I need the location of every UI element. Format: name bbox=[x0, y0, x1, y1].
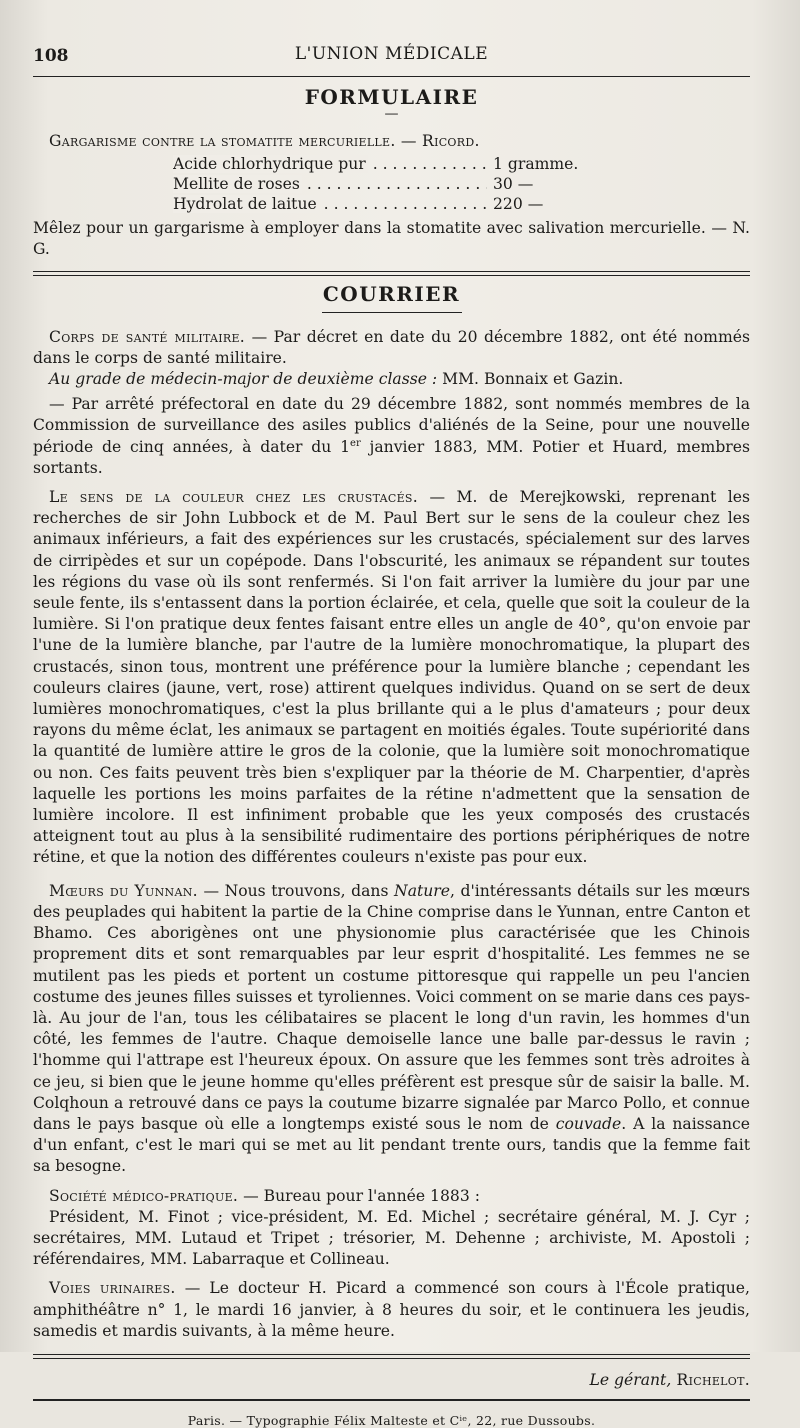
closing-double-rule bbox=[33, 1354, 750, 1359]
item-lead: Le sens de la couleur chez les crustacés. bbox=[49, 488, 418, 507]
item-text: . A la naissance d'un enfant, c'est le mari qui se met au lit pendant trente ours, tandis que la femme fait sa besogne. bbox=[33, 1114, 750, 1176]
courrier-underline bbox=[322, 312, 462, 313]
journal-title: L'UNION MÉDICALE bbox=[294, 44, 489, 64]
item-text: janvier 1883, MM. Potier et Huard, membres sortants. bbox=[33, 437, 750, 477]
ingredient-name: Hydrolat de laitue bbox=[173, 195, 317, 214]
item-italic: couvade bbox=[555, 1114, 622, 1133]
ingredient-row bbox=[173, 194, 603, 214]
recipe-instructions: Mêlez pour un gargarisme à employer dans la stomatite avec salivation mercurielle. — N. G. bbox=[33, 219, 750, 259]
signature-name: Richelot. bbox=[671, 1370, 750, 1389]
ingredient-qty: 30 — bbox=[493, 175, 534, 194]
item-grade bbox=[33, 369, 750, 390]
ingredient-row bbox=[173, 174, 603, 194]
formulaire-dash: — bbox=[384, 106, 399, 122]
item-text: — Le docteur H. Picard a commencé son cours à l'École pratique, amphithéâtre n° 1, le mardi 16 janvier, à 8 heures du soir, et le continuera les jeudis, samedis et mardis suivants, à la même heure. bbox=[33, 1279, 750, 1340]
item-text: — Nous trouvons, dans bbox=[197, 881, 395, 900]
recipe-title bbox=[33, 131, 750, 152]
imprint: Paris. — Typographie Félix Malteste et Cⁱᵉ, 22, rue Dussoubs. bbox=[187, 1412, 596, 1428]
formulaire-title: FORMULAIRE bbox=[304, 85, 479, 109]
recipe-name: Gargarisme contre la stomatite mercurielle. bbox=[49, 132, 396, 150]
item-text: MM. Bonnaix et Gazin. bbox=[437, 370, 624, 389]
item-sup: er bbox=[350, 437, 361, 449]
running-header bbox=[33, 40, 750, 70]
item-lead: Société médico-pratique. bbox=[49, 1186, 239, 1205]
item-voies-urinaires bbox=[33, 1278, 750, 1342]
ingredient-qty: 1 gramme. bbox=[493, 155, 579, 174]
ingredient-name: Mellite de roses bbox=[173, 175, 300, 194]
ingredient-list bbox=[173, 154, 603, 214]
courrier-title: COURRIER bbox=[322, 281, 461, 306]
item-text: — Par arrêté préfectoral en date du 29 décembre 1882, sont nommés membres de la Commission de surveillance des asiles publics d'aliénés de la Seine, pour une nouvelle période de cinq années, à dater du 1 bbox=[33, 395, 750, 456]
item-lead-italic: Au grade de médecin-major de deuxième classe : bbox=[49, 370, 438, 389]
section-double-rule bbox=[33, 271, 750, 276]
ingredient-qty: 220 — bbox=[493, 195, 544, 214]
ingredient-name: Acide chlorhydrique pur bbox=[173, 155, 366, 174]
item-lead: Voies urinaires. bbox=[49, 1279, 176, 1298]
signature bbox=[33, 1371, 750, 1389]
item-moeurs-yunnan bbox=[33, 881, 750, 1178]
item-sens-couleur bbox=[33, 487, 750, 869]
ingredient-row bbox=[173, 154, 603, 174]
item-lead: Corps de santé militaire. bbox=[49, 327, 246, 346]
item-text: , d'intéressants détails sur les mœurs des peuplades qui habitent la partie de la Chine comprise dans le Yunnan, entre Canton et Bhamo. Ces aborigènes ont une physionomie plus caractérisée que les Chinois proprement dits et sont remarquables par leur esprit d'hospitalité. Les femmes ne se mutilent pas les pieds et portent un costume pittoresque qui rappelle un peu l'ancien costume des jeunes filles suisses et tyroliennes. Voici comment on se marie dans ces pays-là. Au jour de l'an, tous les célibataires se placent le long d'un ravin, les hommes d'un côté, les femmes de l'autre. Chaque demoiselle lance une balle par-dessus le ravin ; l'homme qui l'attrape est l'heureux époux. On assure que les femmes sont très adroites à ce jeu, si bien que le jeune homme qu'elles préfèrent est presque sûr de saisir la balle. M. Colqhoun a retrouvé dans ce pays la coutume bizarre signalée par Marco Pollo, et connue dans le pays basque où elle a longtemps existé sous le nom de bbox=[33, 881, 750, 1133]
item-lead: Mœurs du Yunnan. bbox=[49, 881, 198, 900]
item-arrete bbox=[33, 394, 750, 479]
page-number: 108 bbox=[33, 46, 69, 66]
item-societe-body: Président, M. Finot ; vice-président, M. Ed. Michel ; secrétaire général, M. J. Cyr ; secrétaires, MM. Lutaud et Tripet ; trésorier, M. Dehenne ; archiviste, M. Apostoli ; référendaires, MM. Labarraque et Collineau. bbox=[33, 1207, 750, 1269]
item-corps-sante bbox=[33, 327, 750, 369]
item-text: — M. de Merejkowski, reprenant les recherches de sir John Lubbock et de M. Paul Bert sur le sens de la couleur chez les animaux inférieurs, a fait des expériences sur les crustacés, spécialement sur des larves de cirripèdes et sur un copépode. Dans l'obscurité, les animaux se répandent sur toutes les régions du vase où ils sont renfermés. Si l'on fait arriver la lumière du jour par une seule fente, ils s'entassent dans la portion éclairée, et cela, quelle que soit la couleur de la lumière. Si l'on pratique deux fentes faisant entre elles un angle de 40°, qu'on envoie par l'une de la lumière blanche, par l'autre de la lumière monochromatique, la plupart des crustacés, sinon tous, montrent une préférence pour la lumière blanche ; cependant les couleurs claires (jaune, vert, rose) attirent quelques individus. Quand on se sert de deux lumières monochromatiques, c'est la plus brillante qui a le plus d'amateurs ; pour deux rayons du même éclat, les animaux se partagent en moitiés égales. Toute supériorité dans la quantité de lumière attire le gros de la colonie, que la lumière soit monochromatique ou non. Ces faits peuvent très bien s'expliquer par la théorie de M. Charpentier, d'après laquelle les portions les moins parfaites de la rétine n'admettent que la sensation de lumière incolore. Il est infiniment probable que les yeux composés des crustacés atteignent tout au plus à la sensibilité rudimentaire des portions périphériques de notre rétine, et que la notion des différentes couleurs n'existe pas pour eux. bbox=[33, 488, 750, 867]
item-italic: Nature bbox=[394, 881, 450, 900]
item-societe-head bbox=[33, 1186, 750, 1207]
item-text: — Par décret en date du 20 décembre 1882, ont été nommés dans le corps de santé militaire. bbox=[33, 327, 750, 367]
item-text: — Bureau pour l'année 1883 : bbox=[238, 1186, 480, 1205]
footer-rule bbox=[33, 1399, 750, 1401]
recipe-author: — Ricord. bbox=[395, 132, 480, 150]
signature-label: Le gérant, bbox=[589, 1370, 672, 1389]
header-rule bbox=[33, 76, 750, 77]
